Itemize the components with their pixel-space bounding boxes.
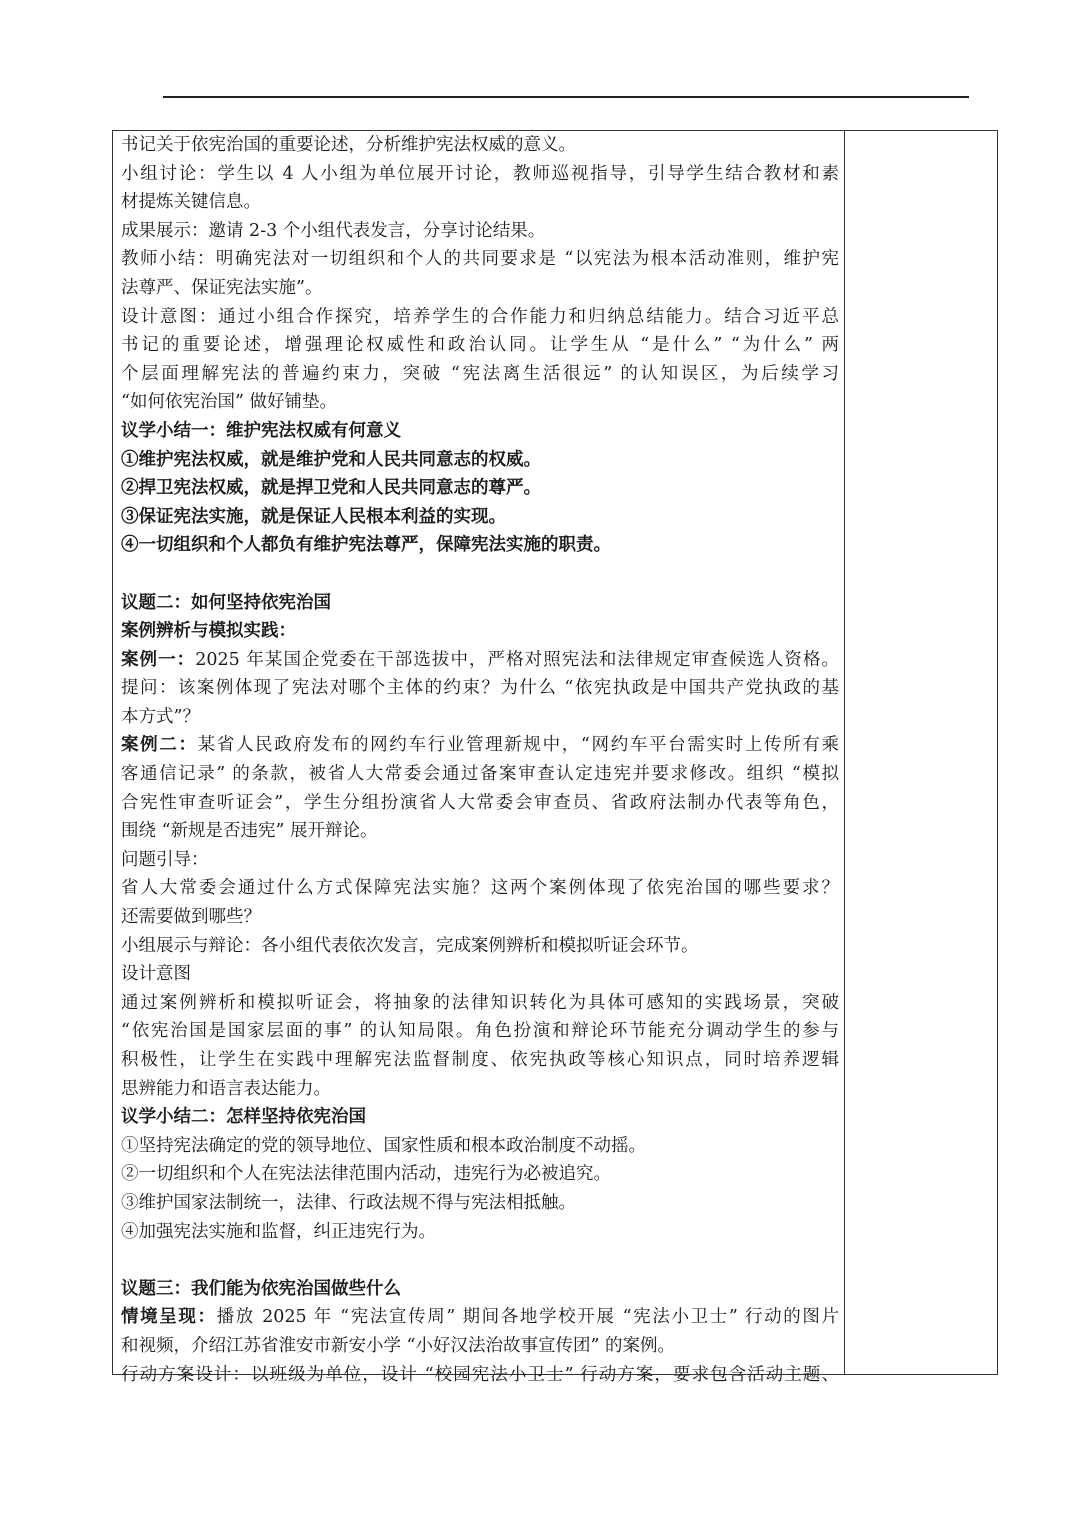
text-line xyxy=(121,131,839,160)
text-line xyxy=(121,932,839,961)
line-text: 法尊严、保证宪法实施”。 xyxy=(121,277,323,298)
text-line xyxy=(121,331,839,360)
text-line xyxy=(121,360,839,389)
text-line xyxy=(121,1361,839,1390)
text-line xyxy=(121,789,839,818)
inline-label: 案例一： xyxy=(121,649,196,670)
text-line xyxy=(121,217,839,246)
main-content-cell xyxy=(121,131,839,1389)
line-text: ③维护国家法制统一，法律、行政法规不得与宪法相抵触。 xyxy=(121,1192,576,1213)
text-line xyxy=(121,1218,839,1247)
line-text: 议题二：如何坚持依宪治国 xyxy=(121,592,331,613)
text-line xyxy=(121,1103,839,1132)
line-text: 书记的重要论述，增强理论权威性和政治认同。让学生从 “是什么” “为什么” 两 xyxy=(121,335,839,356)
line-text: 小组展示与辩论：各小组代表依次发言，完成案例辨析和模拟听证会环节。 xyxy=(121,935,699,956)
text-line xyxy=(121,846,839,875)
text-line xyxy=(121,703,839,732)
line-text: 思辨能力和语言表达能力。 xyxy=(121,1078,331,1099)
text-line xyxy=(121,446,839,475)
text-line xyxy=(121,1017,839,1046)
line-text: 本方式”？ xyxy=(121,706,200,727)
line-text: 设计意图 xyxy=(121,964,191,985)
text-line xyxy=(121,1046,839,1075)
line-text: 客通信记录” 的条款，被省人大常委会通过备案审查认定违宪并要求修改。组织 “模拟 xyxy=(121,764,839,785)
line-text: 行动方案设计：以班级为单位，设计 “校园宪法小卫士” 行动方案，要求包含活动主题、 xyxy=(121,1364,839,1385)
line-text: 议学小结二：怎样坚持依宪治国 xyxy=(121,1107,366,1128)
line-text: ①维护宪法权威，就是维护党和人民共同意志的权威。 xyxy=(121,449,541,470)
line-text: 通过案例辨析和模拟听证会，将抽象的法律知识转化为具体可感知的实践场景，突破 xyxy=(121,992,839,1013)
line-text: ②一切组织和个人在宪法法律范围内活动，违宪行为必被追究。 xyxy=(121,1164,611,1185)
text-line xyxy=(121,674,839,703)
line-text: 合宪性审查听证会”，学生分组扮演省人大常委会审查员、省政府法制办代表等角色， xyxy=(121,792,839,813)
line-text: 议学小结一：维护宪法权威有何意义 xyxy=(121,420,401,441)
line-text: 2025 年某国企党委在干部选拔中，严格对照宪法和法律规定审查候选人资格。 xyxy=(195,649,839,670)
line-text: 议题三：我们能为依宪治国做些什么 xyxy=(121,1278,401,1299)
text-line xyxy=(121,1132,839,1161)
line-text: 小组讨论：学生以 4 人小组为单位展开讨论，教师巡视指导，引导学生结合教材和素 xyxy=(121,163,839,184)
line-text: 材提炼关键信息。 xyxy=(121,192,261,213)
line-text: 积极性，让学生在实践中理解宪法监督制度、依宪执政等核心知识点，同时培养逻辑 xyxy=(121,1050,839,1070)
text-line xyxy=(121,388,839,417)
line-text: 书记关于依宪治国的重要论述，分析维护宪法权威的意义。 xyxy=(121,135,576,155)
line-text: ④加强宪法实施和监督，纠正违宪行为。 xyxy=(121,1221,436,1242)
line-text: 还需要做到哪些？ xyxy=(121,907,261,928)
text-line xyxy=(121,160,839,189)
text-line xyxy=(121,1275,839,1304)
text-line xyxy=(121,989,839,1018)
text-line xyxy=(121,303,839,332)
text-line xyxy=(121,817,839,846)
column-divider xyxy=(844,131,845,1374)
text-line xyxy=(121,960,839,989)
line-text: 成果展示：邀请 2-3 个小组代表发言，分享讨论结果。 xyxy=(121,220,546,241)
inline-label: 情境呈现： xyxy=(121,1307,217,1328)
text-line xyxy=(121,589,839,618)
line-text: 提问：该案例体现了宪法对哪个主体的约束？为什么 “依宪执政是中国共产党执政的基 xyxy=(121,678,839,699)
line-text: 播放 2025 年 “宪法宣传周” 期间各地学校开展 “宪法小卫士” 行动的图片 xyxy=(216,1307,839,1328)
line-text: 教师小结：明确宪法对一切组织和个人的共同要求是 “以宪法为根本活动准则，维护宪 xyxy=(121,249,839,270)
line-text: 和视频，介绍江苏省淮安市新安小学 “小好汉法治故事宣传团” 的案例。 xyxy=(121,1335,676,1356)
line-text: 省人大常委会通过什么方式保障宪法实施？这两个案例体现了依宪治国的哪些要求？ xyxy=(121,878,839,899)
text-line xyxy=(121,874,839,903)
text-line xyxy=(121,731,839,760)
text-line xyxy=(121,503,839,532)
text-line xyxy=(121,1303,839,1332)
text-line xyxy=(121,1189,839,1218)
line-text: 问题引导： xyxy=(121,849,209,870)
text-line xyxy=(121,474,839,503)
text-line xyxy=(121,646,839,675)
line-text: ①坚持宪法确定的党的领导地位、国家性质和根本政治制度不动摇。 xyxy=(121,1135,646,1156)
text-line xyxy=(121,1075,839,1104)
text-line xyxy=(121,617,839,646)
header-rule xyxy=(163,96,969,98)
line-text: 某省人民政府发布的网约车行业管理新规中，“网约车平台需实时上传所有乘 xyxy=(197,735,839,756)
text-line xyxy=(121,1332,839,1361)
text-line xyxy=(121,188,839,217)
text-line xyxy=(121,760,839,789)
line-text: ④一切组织和个人都负有维护宪法尊严，保障宪法实施的职责。 xyxy=(121,535,611,556)
line-text: ②捍卫宪法权威，就是捍卫党和人民共同意志的尊严。 xyxy=(121,478,541,499)
line-text: 围绕 “新规是否违宪” 展开辩论。 xyxy=(121,821,378,842)
text-line xyxy=(121,274,839,303)
lesson-plan-table xyxy=(112,130,998,1385)
blank-line xyxy=(121,560,839,589)
line-text: “如何依宪治国” 做好铺垫。 xyxy=(121,392,337,413)
line-text: “依宪治国是国家层面的事” 的认知局限。角色扮演和辩论环节能充分调动学生的参与 xyxy=(121,1021,839,1042)
text-line xyxy=(121,1160,839,1189)
inline-label: 案例二： xyxy=(121,735,198,756)
text-line xyxy=(121,903,839,932)
line-text: 案例辨析与模拟实践： xyxy=(121,621,296,642)
blank-line xyxy=(121,1246,839,1275)
text-line xyxy=(121,245,839,274)
text-line xyxy=(121,417,839,446)
line-text: 个层面理解宪法的普遍约束力，突破 “宪法离生活很远” 的认知误区，为后续学习 xyxy=(121,363,839,384)
line-text: 设计意图：通过小组合作探究，培养学生的合作能力和归纳总结能力。结合习近平总 xyxy=(121,306,839,327)
line-text: ③保证宪法实施，就是保证人民根本利益的实现。 xyxy=(121,506,506,527)
text-line xyxy=(121,531,839,560)
